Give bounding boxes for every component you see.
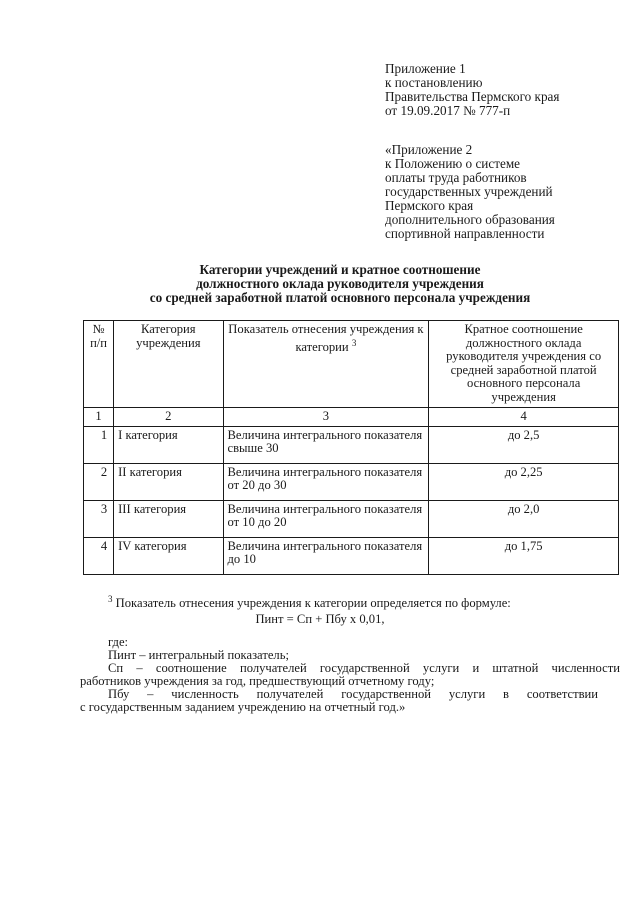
appendix-2-line: дополнительного образования (385, 212, 555, 227)
formula: Пинт = Сп + Пбу х 0,01, (255, 612, 385, 626)
col-number: 4 (429, 408, 619, 427)
definitions (80, 635, 620, 714)
appendix-2-line: спортивной направленности (385, 226, 545, 241)
table-header-row (84, 321, 619, 408)
row-num: 1 (84, 426, 114, 463)
footnote-text: Показатель отнесения учреждения к категории определяется по формуле: (115, 596, 511, 611)
appendix-2-line: оплаты труда работников (385, 170, 527, 185)
col-number: 2 (114, 408, 223, 427)
definition-pint: Пинт – интегральный показатель; (108, 648, 289, 662)
definition-sp-cont: работников учреждения за год, предшествующий отчетному году; (80, 674, 435, 688)
appendix-1-line: Приложение 1 (385, 61, 466, 76)
definition-sp: Сп – соотношение получателей государственной услуги и штатной численности (108, 661, 620, 675)
header-category: Категория учреждения (114, 321, 223, 408)
row-indicator: Величина интегрального показателя до 10 (223, 537, 429, 574)
table-row (84, 537, 619, 574)
row-category: III категория (114, 500, 223, 537)
appendix-2-line: «Приложение 2 (385, 142, 473, 157)
table-row (84, 463, 619, 500)
col-number: 1 (84, 408, 114, 427)
row-ratio: до 2,25 (429, 463, 619, 500)
row-indicator: Величина интегрального показателя от 10 до 20 (223, 500, 429, 537)
title-line: Категории учреждений и кратное соотношение (199, 262, 481, 277)
row-num: 4 (84, 537, 114, 574)
appendix-2-header (385, 143, 630, 241)
appendix-2-line: государственных учреждений (385, 184, 553, 199)
row-num: 3 (84, 500, 114, 537)
table-row (84, 500, 619, 537)
table-row (84, 426, 619, 463)
categories-table (83, 320, 619, 575)
footnote-mark: 3 (108, 594, 113, 604)
row-indicator: Величина интегрального показателя свыше 30 (223, 426, 429, 463)
col-number: 3 (223, 408, 429, 427)
row-ratio: до 2,0 (429, 500, 619, 537)
header-indicator (223, 321, 429, 408)
header-ratio: Кратное соотношение должностного оклада руководителя учреждения со средней заработной платой основного персонала учреждения (429, 321, 619, 408)
where-label: где: (108, 635, 129, 649)
row-indicator: Величина интегрального показателя от 20 до 30 (223, 463, 429, 500)
appendix-1-line: Правительства Пермского края (385, 89, 560, 104)
row-ratio: до 2,5 (429, 426, 619, 463)
header-num: № п/п (84, 321, 114, 408)
footnote (108, 592, 620, 610)
row-category: II категория (114, 463, 223, 500)
row-category: I категория (114, 426, 223, 463)
appendix-1-line: к постановлению (385, 75, 483, 90)
appendix-1-header (385, 62, 630, 118)
document-title (60, 263, 620, 305)
definition-pbu: Пбу – численность получателей государственной услуги в соответствии (108, 687, 598, 701)
definition-pbu-cont: с государственным заданием учреждению на отчетный год.» (80, 700, 406, 714)
appendix-2-line: Пермского края (385, 198, 474, 213)
row-category: IV категория (114, 537, 223, 574)
title-line: со средней заработной платой основного персонала учреждения (149, 290, 531, 305)
appendix-1-line: от 19.09.2017 № 777-п (385, 103, 511, 118)
footnote-ref: 3 (351, 337, 357, 348)
appendix-2-line: к Положению о системе (385, 156, 521, 171)
row-num: 2 (84, 463, 114, 500)
row-ratio: до 1,75 (429, 537, 619, 574)
title-line: должностного оклада руководителя учреждения (196, 276, 484, 291)
column-numbers-row (84, 408, 619, 427)
header-indicator-text: Показатель отнесения учреждения к категории (228, 322, 424, 354)
